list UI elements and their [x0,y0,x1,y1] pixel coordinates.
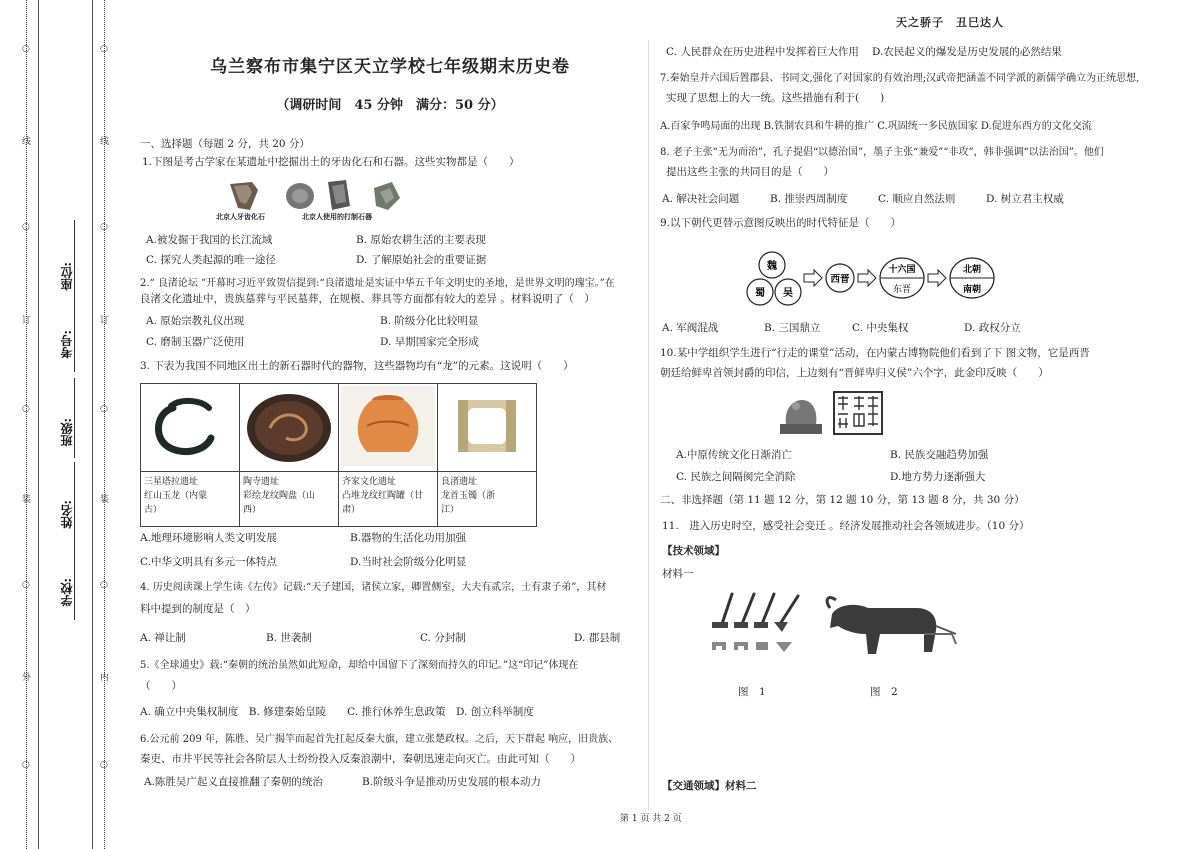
q10-option-b[interactable]: B. 民族交融趋势加强 [890,449,989,461]
relic-red-pottery-jar-image [339,384,438,472]
school-label: 学校: [60,578,74,607]
q7-stem-1: 7.秦始皇并六国后置郡县、书同文,强化了对国家的有效治理;汉武帝把涵盖不同学派的新儒学确立为正统思想, [660,73,1140,84]
relic-caption-4: 良渚遗址 龙首玉镯（浙 江） [438,472,537,527]
q10-option-c[interactable]: C. 民族之间隔阂完全消除 [676,471,796,483]
q6-option-d[interactable]: D.农民起义的爆发是历史发展的必然结果 [872,46,1062,58]
q6-option-a[interactable]: A.陈胜吴广起义直接推翻了秦朝的统治 [144,776,323,788]
q11-iron-tools-image [708,588,808,658]
q5-stem-1: 5.《全球通史》载:“秦朝的统治虽然如此短命，却给中国留下了深刻而持久的印记。”这“印记”体现在 [140,660,579,671]
q5-options[interactable]: A. 确立中央集权制度 B. 修建秦始皇陵 C. 推行休养生息政策 D. 创立科举制度 [140,706,534,718]
q9-node-xijin: 西晋 [830,274,850,285]
q3-stem: 3. 下表为我国不同地区出土的新石器时代的器物，这些器物均有“龙”的元素。这说明（ ） [140,360,574,372]
q7-options[interactable]: A.百家争鸣局面的出现 B.铁制农具和牛耕的推广 C.巩固统一多民族国家 D.促进东西方的文化交流 [660,121,1092,132]
q8-stem-2: 提出这些主张的共同目的是（ ） [666,166,834,178]
exam-no-field[interactable] [74,292,75,372]
mark-outer-1: 线 [22,137,32,147]
q5-stem-2: （ ） [140,680,182,692]
section-2-heading: 二、非选择题（第 11 题 12 分，第 12 题 10 分，第 13 题 8 分，共 30 分） [660,494,1025,506]
q9-node-shu: 蜀 [755,288,765,299]
q1-option-c[interactable]: C. 探究人类起源的唯一途径 [146,254,276,266]
q8-option-c[interactable]: C. 顺应自然法则 [878,193,956,205]
exam-no-label: 考号: [60,330,74,359]
q8-option-b[interactable]: B. 推崇西周制度 [770,193,848,205]
mark-inner-1: 线 [100,137,110,147]
q10-stem-2: 朝廷给鲜卑首领封爵的印信，上边刻有“晋鲜卑归义侯”六个字，此金印反映（ ） [660,367,1049,379]
seat-field[interactable] [74,220,75,292]
binding-border [38,0,39,849]
inner-cut-line [104,0,105,849]
mark-outer-3: 装 [22,495,32,505]
q9-node-wu: 吴 [783,288,793,299]
q9-node-nanchao: 南朝 [962,285,982,295]
q4-option-d[interactable]: D. 郡县制 [574,632,621,644]
q6-option-b[interactable]: B.阶级斗争是推动历史发展的根本动力 [362,776,542,788]
q2-stem-2: 良渚文化遗址中，贵族墓葬与平民墓葬，在规模、葬具等方面都有较大的差异 。材料说明了（ ） [140,293,595,305]
class-field[interactable] [74,378,75,458]
relic-painted-plate-image [240,384,339,472]
q11-stem: 11. 进入历史时空，感受社会变迁 。经济发展推动社会各领域进步。（10 分） [662,520,1030,532]
q1-caption-tools: 北京人使用的打制石器 [302,212,372,221]
exam-subtitle: （调研时间 45 分钟 满分：50 分） [276,98,504,113]
q11-material-1: 材料一 [662,568,694,580]
q3-option-d[interactable]: D.当时社会阶级分化明显 [350,556,467,568]
q9-node-beichao: 北朝 [962,265,982,275]
q10-option-d[interactable]: D.地方势力逐渐强大 [890,471,986,483]
q1-option-d[interactable]: D. 了解原始社会的重要证据 [356,254,487,266]
q9-option-c[interactable]: C. 中央集权 [852,322,909,334]
q8-option-d[interactable]: D. 树立君主权威 [986,193,1064,205]
relic-jade-bracelet-image [438,384,537,472]
mark-inner-4: 内 [100,673,110,683]
relic-jade-dragon-image [141,384,240,472]
q10-gold-seal-image [776,388,886,438]
q3-option-b[interactable]: B.器物的生活化功用加强 [350,532,467,544]
q4-option-c[interactable]: C. 分封制 [420,632,466,644]
q11-figure-1-caption: 图 1 [738,686,766,698]
binding-margin: ○ ○ ○ ○ ○ 线 订 装 外 ○ ○ ○ ○ ○ 线 订 装 内 学校: 姓名: 班级: 考号: 座位: [0,0,118,849]
q1-stem: 1.下图是考古学家在某遗址中挖掘出土的牙齿化石和石器。这些实物都是（ ） [142,156,520,168]
q2-option-a[interactable]: A. 原始宗教礼仪出现 [146,315,245,327]
q3-relics-table [140,383,537,527]
q9-stem: 9.以下朝代更替示意图反映出的时代特征是（ ） [660,217,902,229]
q2-stem-1: 2.“ 良渚论坛 ”开幕时习近平致贺信提到:“良渚遗址是实证中华五千年文明史的圣地，是世界文明的瑰宝。”在 [140,278,615,289]
relic-caption-1: 三星塔拉遗址 红山玉龙（内蒙 古） [141,472,240,527]
q11-figure-2-caption: 图 2 [870,686,898,698]
q9-node-dongjin: 东晋 [892,285,912,295]
seat-label: 座位: [60,262,74,291]
mark-inner-3: 装 [100,495,110,505]
q2-option-c[interactable]: C. 磨制玉器广泛使用 [146,336,245,348]
outer-cut-line [26,0,27,849]
q9-option-b[interactable]: B. 三国鼎立 [764,322,821,334]
q6-option-c[interactable]: C. 人民群众在历史进程中发挥着巨大作用 [666,46,859,58]
q1-option-a[interactable]: A.被发掘于我国的长江流域 [146,234,273,246]
q3-option-a[interactable]: A.地理环境影响人类文明发展 [140,532,277,544]
mark-inner-2: 订 [100,316,110,326]
q4-stem-2: 料中提到的制度是（ ） [140,603,256,615]
q4-option-a[interactable]: A. 禅让制 [140,632,186,644]
relic-caption-2: 陶寺遗址 彩绘龙纹陶盘（山 西） [240,472,339,527]
q4-stem-1: 4. 历史阅读课上学生读《左传》记载:“天子建国，诸侯立家，卿置侧室，大夫有贰宗，士有隶子弟”，其材 [140,582,607,593]
q1-caption-teeth: 北京人牙齿化石 [216,212,265,221]
relic-caption-3: 齐家文化遗址 凸堆龙纹红陶罐（甘 肃） [339,472,438,527]
q10-stem-1: 10.某中学组织学生进行“行走的课堂”活动，在内蒙古博物院他们看到了下 图文物，它是西晋 [660,347,1090,359]
q6-stem-2: 秦吏、市井平民等社会各阶层人士纷纷投入反秦浪潮中，秦朝迅速走向灭亡。由此可知（ ） [140,753,581,765]
q4-option-b[interactable]: B. 世袭制 [266,632,312,644]
school-field[interactable] [74,540,75,620]
binding-border-inner [92,0,93,849]
mark-outer-2: 订 [22,316,32,326]
q6-stem-1: 6.公元前 209 年，陈胜、吴广揭竿而起首先扛起反秦大旗，建立张楚政权。之后，天下群起 响应，旧贵族、 [140,734,619,745]
page-footer: 第 1 页 共 2 页 [620,814,682,824]
q9-dynasty-diagram [744,250,1014,310]
q9-node-wei: 魏 [767,261,777,272]
q3-option-c[interactable]: C.中华文明具有多元一体特点 [140,556,277,568]
exam-title: 乌兰察布市集宁区天立学校七年级期末历史卷 [210,57,570,77]
column-divider [648,40,649,810]
q11-transport-field: 【交通领域】材料二 [662,780,757,792]
q11-ox-plough-image [820,590,960,668]
section-1-heading: 一、选择题（每题 2 分，共 20 分） [140,138,310,150]
q11-tech-field: 【技术领域】 [662,545,725,557]
q9-node-sixteen: 十六国 [888,265,916,275]
header-slogan: 天之骄子 丑巳达人 [896,16,1004,29]
q2-option-b[interactable]: B. 阶级分化比较明显 [380,315,479,327]
q10-option-a[interactable]: A.中原传统文化日渐消亡 [676,449,792,461]
q9-option-d[interactable]: D. 政权分立 [964,322,1021,334]
q8-option-a[interactable]: A. 解决社会问题 [662,193,740,205]
q1-option-b[interactable]: B. 原始农耕生活的主要表现 [356,234,486,246]
name-field[interactable] [74,462,75,540]
q9-option-a[interactable]: A. 军阀混战 [662,322,719,334]
q2-option-d[interactable]: D. 早期国家完全形成 [380,336,479,348]
class-label: 班级: [60,418,74,447]
q8-stem-1: 8. 老子主张“无为而治”，孔子提倡“以德治国”，墨子主张“兼爱”“非攻”，韩非强调“以法治国”。他们 [660,147,1104,158]
mark-outer-4: 外 [22,673,32,683]
name-label: 姓名: [60,500,74,529]
q7-stem-2: 实现了思想上的大一统。这些措施有利于( ) [666,92,885,104]
